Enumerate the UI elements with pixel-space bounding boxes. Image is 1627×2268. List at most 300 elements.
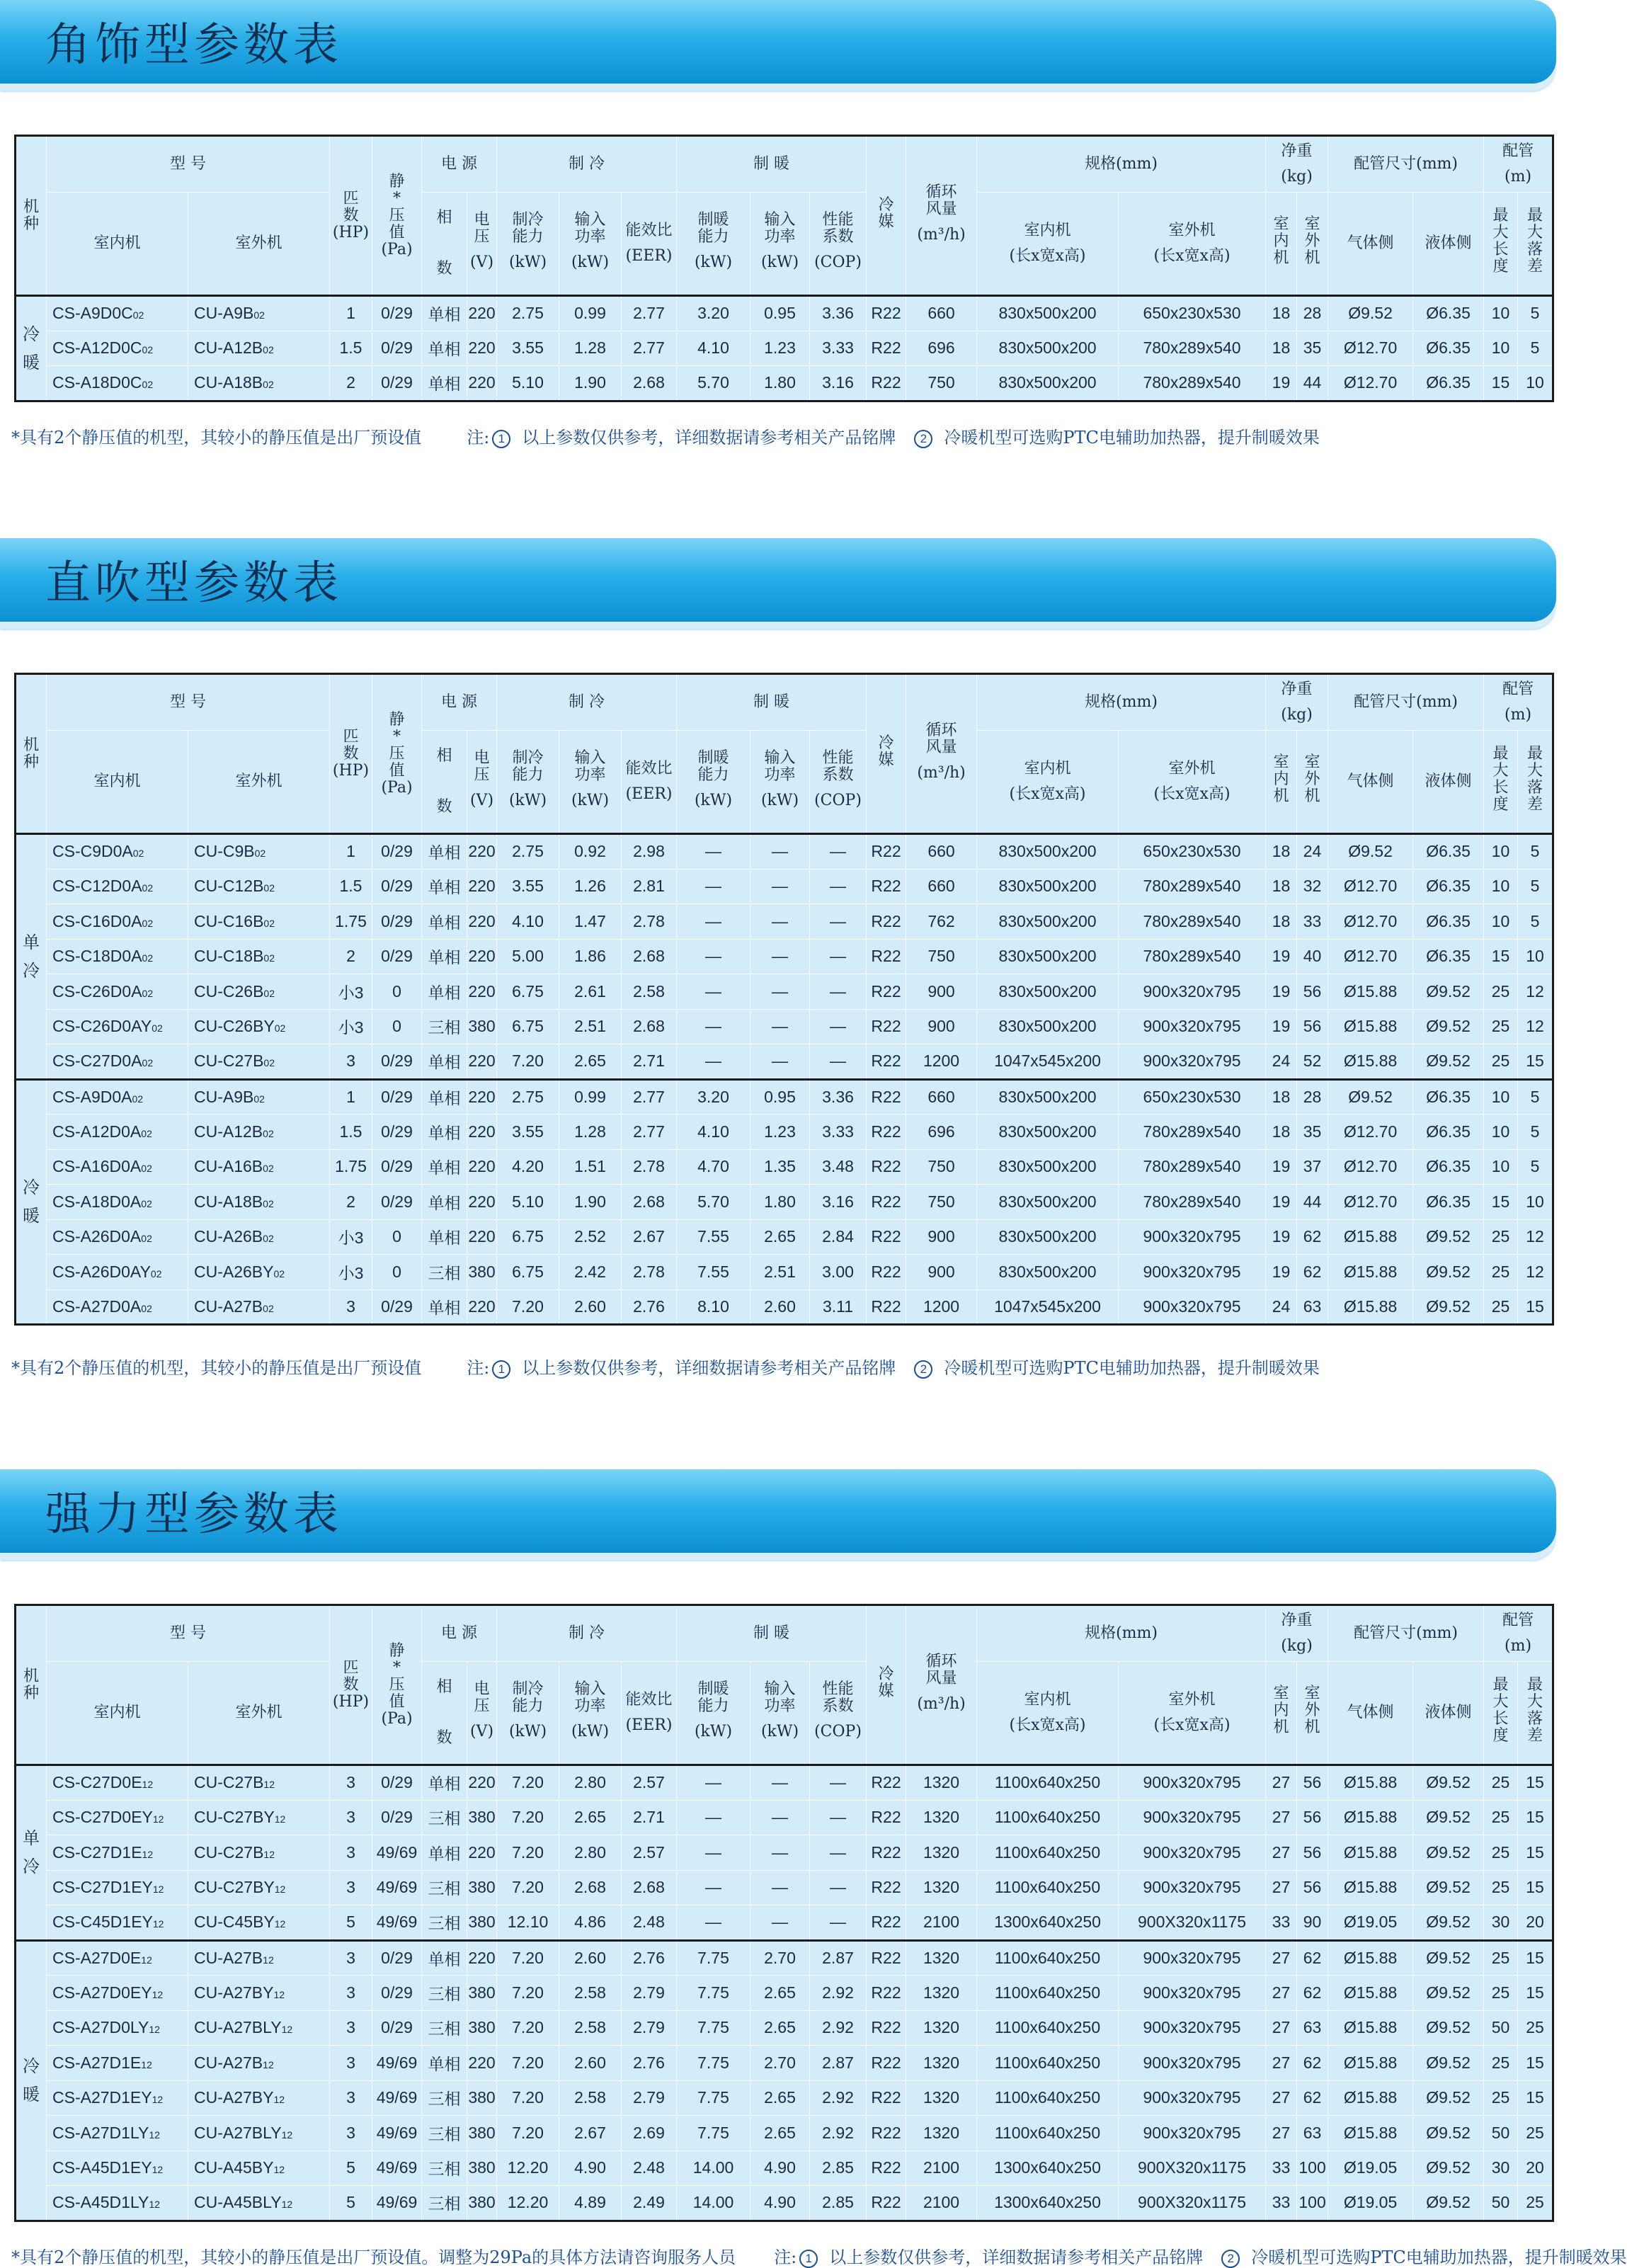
col-cap-h: 制暖能力 (kW) — [677, 193, 750, 296]
table-row — [16, 1219, 1553, 1255]
data-cell: 2.68 — [622, 1870, 677, 1905]
note-left: *具有2个静压值的机型，其较小的静压值是出厂预设值 — [11, 428, 422, 448]
data-cell: 28 — [1297, 296, 1328, 331]
data-cell: 27 — [1266, 1870, 1297, 1905]
data-cell: 220 — [467, 1835, 497, 1871]
data-cell: 1320 — [906, 2010, 977, 2046]
data-cell: R22 — [867, 904, 906, 940]
data-cell: 3 — [330, 1800, 372, 1835]
table-row — [16, 1976, 1553, 2011]
data-cell: 27 — [1266, 2080, 1297, 2116]
data-cell: 单相 — [422, 974, 467, 1010]
data-cell: 2.78 — [622, 904, 677, 940]
data-cell: — — [750, 1905, 810, 1941]
data-cell: 50 — [1484, 2010, 1518, 2046]
circle-1-icon: 1 — [492, 1360, 510, 1379]
col-jizhong: 机种 — [16, 136, 47, 296]
data-cell: 0/29 — [372, 331, 422, 366]
data-cell: 900X320x1175 — [1119, 1905, 1266, 1941]
note-left: *具有2个静压值的机型，其较小的静压值是出厂预设值。调整为29Pa的具体方法请咨询服务人员 — [11, 2247, 736, 2267]
col-cooling: 制 冷 — [497, 136, 677, 193]
col-outdoor: 室外机 — [188, 193, 330, 296]
data-cell: 63 — [1297, 2010, 1328, 2046]
col-input-h: 输入功率 (kW) — [750, 731, 810, 834]
data-cell: 单相 — [422, 2046, 467, 2081]
data-cell: 2.68 — [622, 366, 677, 401]
data-cell: 5 — [330, 1905, 372, 1941]
data-cell: 2.60 — [559, 1940, 622, 1976]
data-cell: 3 — [330, 1835, 372, 1871]
data-cell: 15 — [1518, 1800, 1553, 1835]
data-cell: — — [750, 939, 810, 974]
data-cell: 3.55 — [497, 1115, 559, 1150]
col-input-c: 输入功率 (kW) — [559, 1662, 622, 1765]
table-row — [16, 1289, 1553, 1325]
data-cell: 15 — [1484, 366, 1518, 401]
data-cell: 27 — [1266, 1765, 1297, 1801]
spec-table — [14, 673, 1554, 1326]
outdoor-model-cell: CU-A27BLY12 — [188, 2116, 330, 2151]
data-cell: Ø9.52 — [1413, 2080, 1484, 2116]
data-cell: Ø9.52 — [1413, 2010, 1484, 2046]
data-cell: 5 — [1518, 1079, 1553, 1115]
data-cell: 三相 — [422, 2080, 467, 2116]
data-cell: 7.20 — [497, 2046, 559, 2081]
data-cell: 2.87 — [810, 2046, 867, 2081]
data-cell: 2.92 — [810, 2116, 867, 2151]
data-cell: 830x500x200 — [977, 331, 1119, 366]
data-cell: 三相 — [422, 2010, 467, 2046]
indoor-model-cell: CS-A16D0A02 — [47, 1149, 188, 1185]
data-cell: 27 — [1266, 1976, 1297, 2011]
table-row — [16, 1940, 1553, 1976]
data-cell: 2.60 — [559, 1289, 622, 1325]
col-w-out: 室外机 — [1297, 731, 1328, 834]
data-cell: 100 — [1297, 2186, 1328, 2221]
data-cell: 56 — [1297, 1009, 1328, 1044]
col-pipe-m: 配管 (m) — [1484, 674, 1553, 731]
data-cell: 900x320x795 — [1119, 1044, 1266, 1080]
data-cell: 1100x640x250 — [977, 1835, 1119, 1871]
data-cell: 1100x640x250 — [977, 2046, 1119, 2081]
data-cell: 49/69 — [372, 2186, 422, 2221]
data-cell: 2.77 — [622, 331, 677, 366]
outdoor-model-cell: CU-A45BY12 — [188, 2150, 330, 2186]
data-cell: 2.84 — [810, 1219, 867, 1255]
data-cell: 2.75 — [497, 1079, 559, 1115]
data-cell: 3.55 — [497, 331, 559, 366]
data-cell: Ø12.70 — [1328, 366, 1413, 401]
data-cell: 1100x640x250 — [977, 1800, 1119, 1835]
data-cell: 25 — [1484, 1009, 1518, 1044]
data-cell: 3.48 — [810, 1149, 867, 1185]
data-cell: R22 — [867, 1835, 906, 1871]
indoor-model-cell: CS-C16D0A02 — [47, 904, 188, 940]
col-cap-c: 制冷能力 (kW) — [497, 193, 559, 296]
col-outdoor: 室外机 — [188, 731, 330, 834]
data-cell: 35 — [1297, 1115, 1328, 1150]
table-row — [16, 869, 1553, 904]
data-cell: 25 — [1518, 2186, 1553, 2221]
col-indoor: 室内机 — [47, 1662, 188, 1765]
data-cell: 7.20 — [497, 2010, 559, 2046]
data-cell: 4.70 — [677, 1149, 750, 1185]
data-cell: 1300x640x250 — [977, 2186, 1119, 2221]
table-row — [16, 1009, 1553, 1044]
data-cell: 1100x640x250 — [977, 2116, 1119, 2151]
circle-1-icon: 1 — [799, 2250, 818, 2268]
data-cell: 900 — [906, 1219, 977, 1255]
data-cell: — — [750, 1800, 810, 1835]
data-cell: 3.16 — [810, 1185, 867, 1220]
data-cell: 8.10 — [677, 1289, 750, 1325]
data-cell: — — [810, 1044, 867, 1080]
data-cell: 7.75 — [677, 1976, 750, 2011]
data-cell: 15 — [1484, 1185, 1518, 1220]
data-cell: 2.61 — [559, 974, 622, 1010]
col-pipe-m: 配管 (m) — [1484, 1605, 1553, 1662]
data-cell: 0.92 — [559, 834, 622, 870]
data-cell: 2 — [330, 1185, 372, 1220]
data-cell: 单相 — [422, 1289, 467, 1325]
data-cell: 220 — [467, 1219, 497, 1255]
data-cell: 2.80 — [559, 1835, 622, 1871]
data-cell: Ø12.70 — [1328, 939, 1413, 974]
data-cell: 19 — [1266, 1149, 1297, 1185]
data-cell: 0/29 — [372, 1185, 422, 1220]
data-cell: Ø15.88 — [1328, 2116, 1413, 2151]
data-cell: 220 — [467, 1185, 497, 1220]
data-cell: 0 — [372, 1009, 422, 1044]
data-cell: 1 — [330, 1079, 372, 1115]
data-cell: 0/29 — [372, 834, 422, 870]
data-cell: 25 — [1484, 2046, 1518, 2081]
data-cell: 0/29 — [372, 1976, 422, 2011]
data-cell: Ø12.70 — [1328, 904, 1413, 940]
data-cell: 3.00 — [810, 1255, 867, 1290]
data-cell: 1.86 — [559, 939, 622, 974]
data-cell: Ø9.52 — [1413, 974, 1484, 1010]
data-cell: 4.90 — [559, 2150, 622, 2186]
col-out-dim: 室外机 (长x宽x高) — [1119, 731, 1266, 834]
data-cell: 1320 — [906, 1800, 977, 1835]
data-cell: 0/29 — [372, 1800, 422, 1835]
data-cell: 1320 — [906, 1940, 977, 1976]
data-cell: 2.70 — [750, 2046, 810, 2081]
data-cell: 14.00 — [677, 2150, 750, 2186]
table-row — [16, 939, 1553, 974]
col-eer: 能效比 (EER) — [622, 1662, 677, 1765]
col-pipe: 配管尺寸(mm) — [1328, 1605, 1484, 1662]
note-1: 以上参数仅供参考，详细数据请参考相关产品铭牌 — [522, 428, 896, 448]
data-cell: 25 — [1484, 1219, 1518, 1255]
outdoor-model-cell: CU-A27BY12 — [188, 2080, 330, 2116]
data-cell: R22 — [867, 1976, 906, 2011]
data-cell: 2.58 — [559, 2080, 622, 2116]
table-row — [16, 2116, 1553, 2151]
data-cell: 2.77 — [622, 1079, 677, 1115]
data-cell: 2100 — [906, 2150, 977, 2186]
col-cap-c: 制冷能力 (kW) — [497, 1662, 559, 1765]
data-cell: 56 — [1297, 974, 1328, 1010]
outdoor-model-cell: CU-C18B02 — [188, 939, 330, 974]
indoor-model-cell: CS-A27D0A02 — [47, 1289, 188, 1325]
indoor-model-cell: CS-C18D0A02 — [47, 939, 188, 974]
data-cell: 7.55 — [677, 1255, 750, 1290]
col-airflow: 循环风量 (m³/h) — [906, 674, 977, 834]
data-cell: 380 — [467, 1976, 497, 2011]
data-cell: 18 — [1266, 834, 1297, 870]
outdoor-model-cell: CU-A27B12 — [188, 1940, 330, 1976]
data-cell: — — [810, 834, 867, 870]
data-cell: 1.5 — [330, 331, 372, 366]
data-cell: 380 — [467, 2116, 497, 2151]
col-gas: 气体侧 — [1328, 193, 1413, 296]
outdoor-model-cell: CU-A27BY12 — [188, 1976, 330, 2011]
data-cell: 0/29 — [372, 1044, 422, 1080]
data-cell: 18 — [1266, 1115, 1297, 1150]
outdoor-model-cell: CU-A12B02 — [188, 1115, 330, 1150]
data-cell: 30 — [1484, 2150, 1518, 2186]
note-1: 以上参数仅供参考，详细数据请参考相关产品铭牌 — [522, 1358, 896, 1378]
data-cell: 5 — [1518, 296, 1553, 331]
data-cell: 15 — [1518, 2080, 1553, 2116]
col-spec: 规格(mm) — [977, 1605, 1266, 1662]
data-cell: R22 — [867, 296, 906, 331]
data-cell: 单相 — [422, 904, 467, 940]
data-cell: 0/29 — [372, 296, 422, 331]
data-cell: 7.20 — [497, 1289, 559, 1325]
data-cell: 220 — [467, 939, 497, 974]
data-cell: 3 — [330, 1976, 372, 2011]
data-cell: 0.99 — [559, 296, 622, 331]
data-cell: R22 — [867, 1940, 906, 1976]
outdoor-model-cell: CU-A18B02 — [188, 1185, 330, 1220]
indoor-model-cell: CS-C9D0A02 — [47, 834, 188, 870]
data-cell: 50 — [1484, 2116, 1518, 2151]
data-cell: 900x320x795 — [1119, 2046, 1266, 2081]
col-voltage: 电压 (V) — [467, 731, 497, 834]
col-cap-h: 制暖能力 (kW) — [677, 731, 750, 834]
data-cell: 780x289x540 — [1119, 904, 1266, 940]
data-cell: — — [677, 1009, 750, 1044]
col-pa: 静*压值 (Pa) — [372, 136, 422, 296]
data-cell: Ø12.70 — [1328, 1115, 1413, 1150]
data-cell: 830x500x200 — [977, 1255, 1119, 1290]
col-cop: 性能系数 (COP) — [810, 731, 867, 834]
data-cell: 2.51 — [559, 1009, 622, 1044]
data-cell: 15 — [1518, 1765, 1553, 1801]
col-pipe: 配管尺寸(mm) — [1328, 136, 1484, 193]
data-cell: Ø6.35 — [1413, 1115, 1484, 1150]
data-cell: 19 — [1266, 1009, 1297, 1044]
data-cell: 25 — [1484, 1044, 1518, 1080]
data-cell: 380 — [467, 1870, 497, 1905]
data-cell: Ø9.52 — [1413, 1976, 1484, 2011]
data-cell: Ø9.52 — [1328, 296, 1413, 331]
section-title: 强力型参数表 — [45, 1488, 343, 1541]
data-cell: 5 — [1518, 869, 1553, 904]
data-cell: 3.36 — [810, 296, 867, 331]
data-cell: — — [810, 904, 867, 940]
data-cell: 3 — [330, 1870, 372, 1905]
data-cell: 3.33 — [810, 331, 867, 366]
col-heating: 制 暖 — [677, 674, 867, 731]
data-cell: 1.90 — [559, 1185, 622, 1220]
data-cell: 660 — [906, 296, 977, 331]
data-cell: 单相 — [422, 1149, 467, 1185]
data-cell: Ø9.52 — [1413, 1905, 1484, 1941]
table-row — [16, 1255, 1553, 1290]
data-cell: 单相 — [422, 1940, 467, 1976]
col-maxdrop: 最大落差 — [1518, 193, 1553, 296]
data-cell: 2.60 — [559, 2046, 622, 2081]
circle-2-icon: 2 — [1221, 2250, 1240, 2268]
outdoor-model-cell: CU-C26BY02 — [188, 1009, 330, 1044]
outdoor-model-cell: CU-C27BY12 — [188, 1800, 330, 1835]
col-cap-c: 制冷能力 (kW) — [497, 731, 559, 834]
data-cell: 1 — [330, 834, 372, 870]
data-cell: — — [677, 1044, 750, 1080]
data-cell: Ø9.52 — [1413, 1765, 1484, 1801]
col-phase: 相 数 — [422, 193, 467, 296]
data-cell: 1320 — [906, 1870, 977, 1905]
data-cell: 10 — [1518, 366, 1553, 401]
data-cell: 单相 — [422, 1835, 467, 1871]
col-power: 电 源 — [422, 1605, 497, 1662]
data-cell: 0 — [372, 1255, 422, 1290]
data-cell: 6.75 — [497, 974, 559, 1010]
data-cell: 18 — [1266, 331, 1297, 366]
data-cell: 830x500x200 — [977, 904, 1119, 940]
data-cell: R22 — [867, 974, 906, 1010]
data-cell: 3 — [330, 2010, 372, 2046]
table-row — [16, 1149, 1553, 1185]
col-cap-h: 制暖能力 (kW) — [677, 1662, 750, 1765]
data-cell: 2.65 — [750, 2010, 810, 2046]
data-cell: 单相 — [422, 869, 467, 904]
data-cell: 3.33 — [810, 1115, 867, 1150]
data-cell: 830x500x200 — [977, 1079, 1119, 1115]
note-2: 冷暖机型可选购PTC电辅助加热器，提升制暖效果 — [944, 1358, 1320, 1378]
outdoor-model-cell: CU-A27BLY12 — [188, 2010, 330, 2046]
col-airflow: 循环风量 (m³/h) — [906, 136, 977, 296]
indoor-model-cell: CS-C12D0A02 — [47, 869, 188, 904]
col-model: 型 号 — [47, 1605, 330, 1662]
data-cell: 220 — [467, 2046, 497, 2081]
data-cell: 900 — [906, 1009, 977, 1044]
data-cell: 1200 — [906, 1289, 977, 1325]
data-cell: 7.75 — [677, 2046, 750, 2081]
data-cell: R22 — [867, 2010, 906, 2046]
indoor-model-cell: CS-C26D0AY02 — [47, 1009, 188, 1044]
circle-2-icon: 2 — [914, 1360, 932, 1379]
data-cell: Ø9.52 — [1413, 1044, 1484, 1080]
data-cell: 24 — [1266, 1044, 1297, 1080]
col-w-in: 室内机 — [1266, 193, 1297, 296]
data-cell: 15 — [1518, 2046, 1553, 2081]
data-cell: 380 — [467, 2186, 497, 2221]
data-cell: Ø15.88 — [1328, 1289, 1413, 1325]
data-cell: 25 — [1484, 1765, 1518, 1801]
data-cell: 830x500x200 — [977, 974, 1119, 1010]
data-cell: — — [677, 939, 750, 974]
data-cell: 7.75 — [677, 2080, 750, 2116]
data-cell: R22 — [867, 834, 906, 870]
table-row — [16, 2080, 1553, 2116]
data-cell: 830x500x200 — [977, 1009, 1119, 1044]
data-cell: 40 — [1297, 939, 1328, 974]
data-cell: 2.65 — [750, 1976, 810, 2011]
col-maxlen: 最大长度 — [1484, 1662, 1518, 1765]
data-cell: Ø6.35 — [1413, 1079, 1484, 1115]
data-cell: 10 — [1484, 834, 1518, 870]
data-cell: 单相 — [422, 1079, 467, 1115]
data-cell: R22 — [867, 331, 906, 366]
data-cell: 2.98 — [622, 834, 677, 870]
data-cell: 单相 — [422, 1765, 467, 1801]
data-cell: 单相 — [422, 1185, 467, 1220]
data-cell: 1.5 — [330, 1115, 372, 1150]
data-cell: — — [810, 1870, 867, 1905]
col-w-out: 室外机 — [1297, 1662, 1328, 1765]
data-cell: 900x320x795 — [1119, 1870, 1266, 1905]
data-cell: 49/69 — [372, 2150, 422, 2186]
data-cell: 7.20 — [497, 1976, 559, 2011]
data-cell: Ø15.88 — [1328, 1870, 1413, 1905]
data-cell: — — [810, 1835, 867, 1871]
data-cell: 37 — [1297, 1149, 1328, 1185]
data-cell: 5 — [330, 2186, 372, 2221]
table-row — [16, 296, 1553, 331]
col-refrigerant: 冷媒 — [867, 674, 906, 834]
data-cell: 90 — [1297, 1905, 1328, 1941]
data-cell: — — [677, 869, 750, 904]
data-cell: 小3 — [330, 1255, 372, 1290]
data-cell: 900x320x795 — [1119, 1800, 1266, 1835]
col-liquid: 液体侧 — [1413, 1662, 1484, 1765]
data-cell: 0 — [372, 974, 422, 1010]
data-cell: 27 — [1266, 1800, 1297, 1835]
data-cell: 62 — [1297, 1976, 1328, 2011]
data-cell: 750 — [906, 939, 977, 974]
data-cell: 10 — [1518, 1185, 1553, 1220]
data-cell: 单相 — [422, 939, 467, 974]
data-cell: 1300x640x250 — [977, 1905, 1119, 1941]
data-cell: 1200 — [906, 1044, 977, 1080]
data-cell: 830x500x200 — [977, 1115, 1119, 1150]
data-cell: 0/29 — [372, 1149, 422, 1185]
data-cell: 62 — [1297, 1219, 1328, 1255]
col-input-h: 输入功率 (kW) — [750, 1662, 810, 1765]
data-cell: 49/69 — [372, 1835, 422, 1871]
data-cell: 3.55 — [497, 869, 559, 904]
data-cell: 900x320x795 — [1119, 1765, 1266, 1801]
data-cell: 2.92 — [810, 2080, 867, 2116]
data-cell: 220 — [467, 296, 497, 331]
col-w-out: 室外机 — [1297, 193, 1328, 296]
footnote — [11, 423, 1320, 448]
outdoor-model-cell: CU-C27B12 — [188, 1765, 330, 1801]
data-cell: R22 — [867, 939, 906, 974]
data-cell: 三相 — [422, 1905, 467, 1941]
data-cell: 2.65 — [750, 2080, 810, 2116]
data-cell: 14.00 — [677, 2186, 750, 2221]
circle-1-icon: 1 — [492, 430, 510, 448]
data-cell: 1.28 — [559, 1115, 622, 1150]
data-cell: 220 — [467, 1115, 497, 1150]
data-cell: 220 — [467, 331, 497, 366]
